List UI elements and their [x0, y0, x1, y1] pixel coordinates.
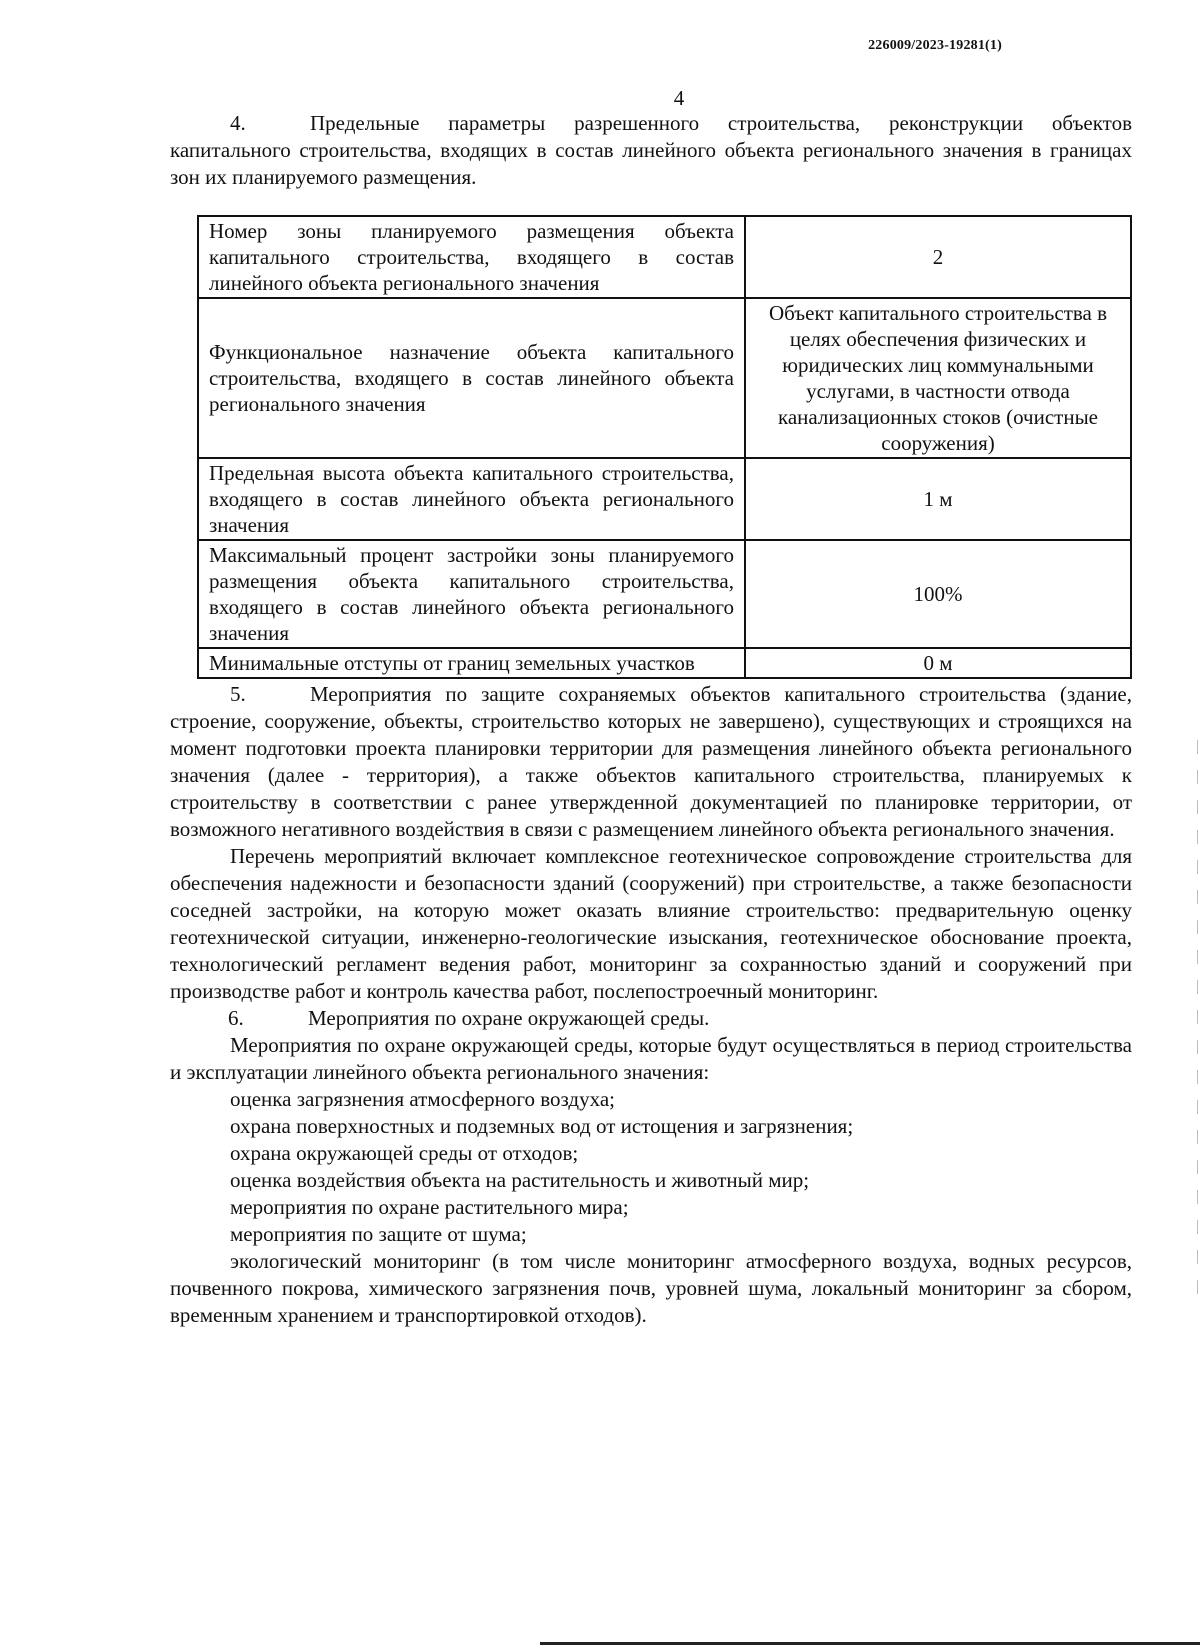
list-item: оценка воздействия объекта на растительность и животный мир; — [230, 1168, 810, 1192]
scan-bottom-edge — [540, 1642, 1200, 1645]
list-item: мероприятия по охране растительного мира; — [230, 1195, 629, 1219]
page-number: 4 — [673, 86, 685, 110]
table-cell-value: 100% — [745, 540, 1131, 648]
section-5-paragraph — [170, 681, 1132, 843]
section-6-title: Мероприятия по охране окружающей среды. — [308, 1006, 710, 1030]
list-item: мероприятия по защите от шума; — [230, 1222, 527, 1246]
section-4-paragraph — [170, 110, 1132, 191]
table-row — [198, 216, 1131, 298]
scan-right-edge — [1197, 740, 1198, 1300]
section-5-number: 5. — [230, 682, 246, 706]
table-row — [198, 540, 1131, 648]
section-5-measures: Перечень мероприятий включает комплексное геотехническое сопровождение строительства для обеспечения надежности и безопасности зданий (сооружений) при строительстве, а также безопасности соседней застройки, на которую может оказать влияние строительство: предварительную оценку геотехнической ситуации, инженерно-геологические изыскания, геотехническое обоснование проекта, технологический регламент ведения работ, мониторинг за сохранностью зданий и сооружений при производстве работ и контроль качества работ, послепостроечный мониторинг. — [170, 844, 1132, 1003]
document-id: 226009/2023-19281(1) — [868, 38, 1002, 53]
table-cell-label: Функциональное назначение объекта капитального строительства, входящего в состав линейного объекта регионального значения — [198, 298, 745, 458]
section-6-number: 6. — [228, 1006, 244, 1030]
section-4-number: 4. — [230, 111, 246, 135]
list-item: экологический мониторинг (в том числе мониторинг атмосферного воздуха, водных ресурсов, почвенного покрова, химического загрязнения почв, уровней шума, локальный мониторинг за сбором, временным хранением и транспортировкой отходов). — [170, 1249, 1132, 1327]
section-6-heading — [170, 1005, 1132, 1032]
section-4-text: Предельные параметры разрешенного строительства, реконструкции объектов капитального строительства, входящих в состав линейного объекта регионального значения в границах зон их планируемого размещения. — [170, 111, 1132, 189]
table-cell-value: 1 м — [745, 458, 1131, 540]
table-cell-value: 2 — [745, 216, 1131, 298]
table-row — [198, 648, 1131, 678]
list-item: охрана поверхностных и подземных вод от истощения и загрязнения; — [230, 1114, 854, 1138]
table-row — [198, 298, 1131, 458]
table-cell-label: Номер зоны планируемого размещения объекта капитального строительства, входящего в состав линейного объекта регионального значения — [198, 216, 745, 298]
table-cell-label: Максимальный процент застройки зоны планируемого размещения объекта капитального строительства, входящего в состав линейного объекта регионального значения — [198, 540, 745, 648]
table-row — [198, 458, 1131, 540]
parameters-table — [197, 215, 1132, 679]
table-cell-value: Объект капитального строительства в целях обеспечения физических и юридических лиц коммунальными услугами, в частности отвода канализационных стоков (очистные сооружения) — [745, 298, 1131, 458]
list-item: оценка загрязнения атмосферного воздуха; — [230, 1087, 615, 1111]
section-6-intro: Мероприятия по охране окружающей среды, которые будут осуществляться в период строительства и эксплуатации линейного объекта регионального значения: — [170, 1033, 1132, 1084]
table-cell-value: 0 м — [745, 648, 1131, 678]
list-item: охрана окружающей среды от отходов; — [230, 1141, 579, 1165]
document-body — [170, 110, 1132, 1329]
table-cell-label: Минимальные отступы от границ земельных участков — [198, 648, 745, 678]
table-cell-label: Предельная высота объекта капитального строительства, входящего в состав линейного объекта регионального значения — [198, 458, 745, 540]
section-5-text: Мероприятия по защите сохраняемых объектов капитального строительства (здание, строение, сооружение, объекты, строительство которых не завершено), существующих и строящихся на момент подготовки проекта планировки территории для размещения линейного объекта регионального значения (далее - территория), а также объектов капитального строительства, планируемых к строительству в соответствии с ранее утвержденной документацией по планировке территории, от возможного негативного воздействия в связи с размещением линейного объекта регионального значения. — [170, 682, 1132, 841]
